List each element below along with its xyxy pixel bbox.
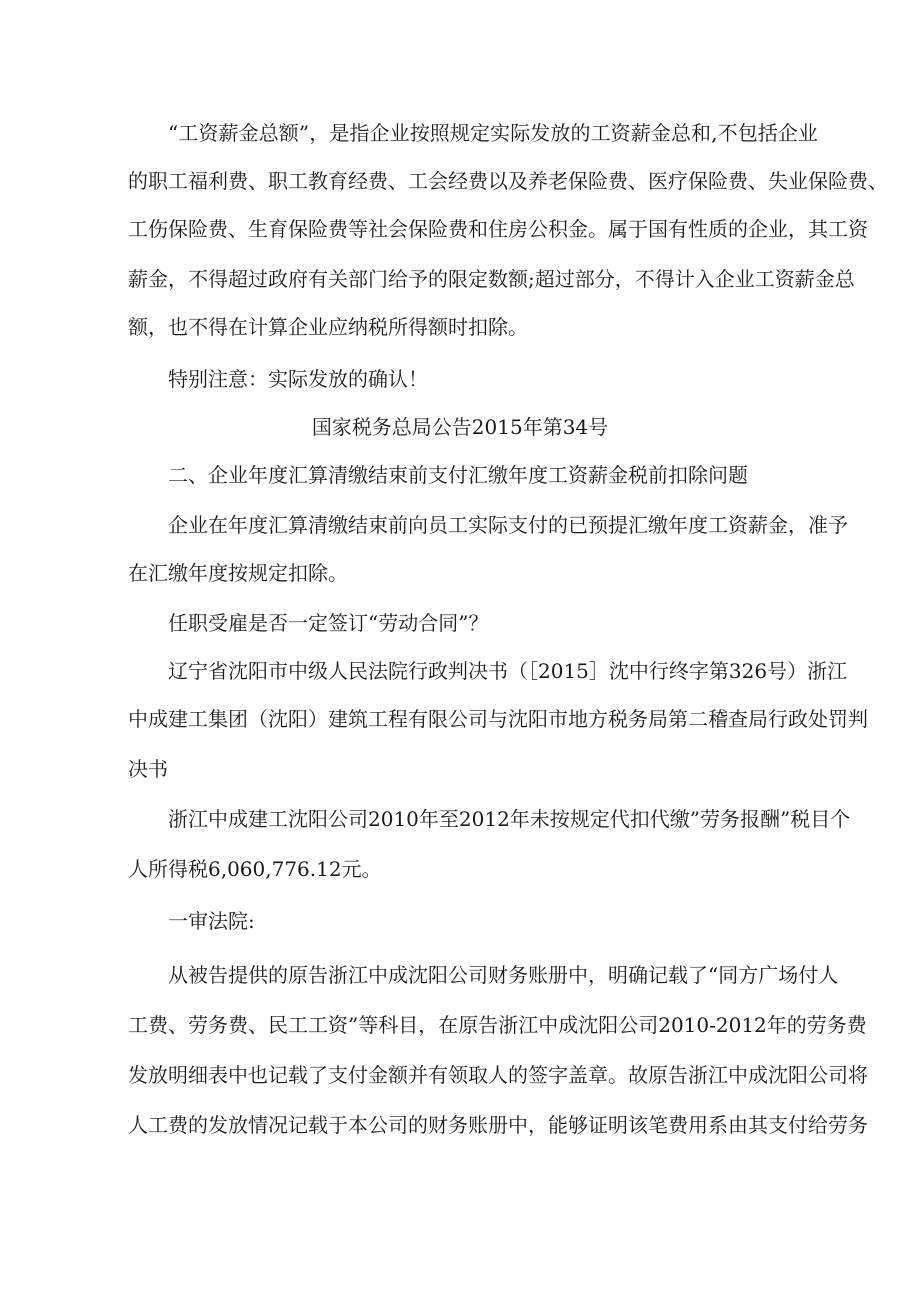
- text-line: 浙江中成建工沈阳公司2010年至2012年未按规定代扣代缴”劳务报酬”税目个: [168, 807, 851, 831]
- text-line: 工费、劳务费、民工工资”等科目，在原告浙江中成沈阳公司2010-2012年的劳务费: [128, 1013, 867, 1037]
- text-line: 二、企业年度汇算清缴结束前支付汇缴年度工资薪金税前扣除问题: [168, 463, 748, 487]
- text-line: 从被告提供的原告浙江中成沈阳公司财务账册中，明确记载了“同方广场付人: [168, 963, 839, 987]
- text-line: 任职受雇是否一定签订“劳动合同”？: [168, 611, 489, 635]
- text-line: 的职工福利费、职工教育经费、工会经费以及养老保险费、医疗保险费、失业保险费、: [128, 169, 888, 193]
- text-line: 人工费的发放情况记载于本公司的财务账册中，能够证明该笔费用系由其支付给劳务: [128, 1113, 868, 1137]
- text-line: 国家税务总局公告2015年第34号: [311, 415, 609, 439]
- text-line: 企业在年度汇算清缴结束前向员工实际支付的已预提汇缴年度工资薪金，准予: [168, 513, 848, 537]
- text-line: 决书: [128, 757, 168, 781]
- text-line: 一审法院:: [168, 909, 255, 933]
- text-line: 特别注意：实际发放的确认！: [168, 367, 428, 391]
- text-line: 人所得税6,060,776.12元。: [128, 857, 382, 881]
- text-line: 在汇缴年度按规定扣除。: [128, 561, 348, 585]
- text-line: “工资薪金总额”，是指企业按照规定实际发放的工资薪金总和,不包括企业: [168, 121, 818, 145]
- text-line: 额，也不得在计算企业应纳税所得额时扣除。: [128, 315, 528, 339]
- text-line: 辽宁省沈阳市中级人民法院行政判决书（［2015］沈中行终字第326号）浙江: [168, 659, 848, 683]
- text-line: 薪金，不得超过政府有关部门给予的限定数额;超过部分，不得计入企业工资薪金总: [128, 267, 855, 291]
- text-line: 发放明细表中也记载了支付金额并有领取人的签字盖章。故原告浙江中成沈阳公司将: [128, 1063, 868, 1087]
- text-line: 中成建工集团（沈阳）建筑工程有限公司与沈阳市地方税务局第二稽查局行政处罚判: [128, 707, 868, 731]
- text-line: 工伤保险费、生育保险费等社会保险费和住房公积金。属于国有性质的企业，其工资: [128, 217, 868, 241]
